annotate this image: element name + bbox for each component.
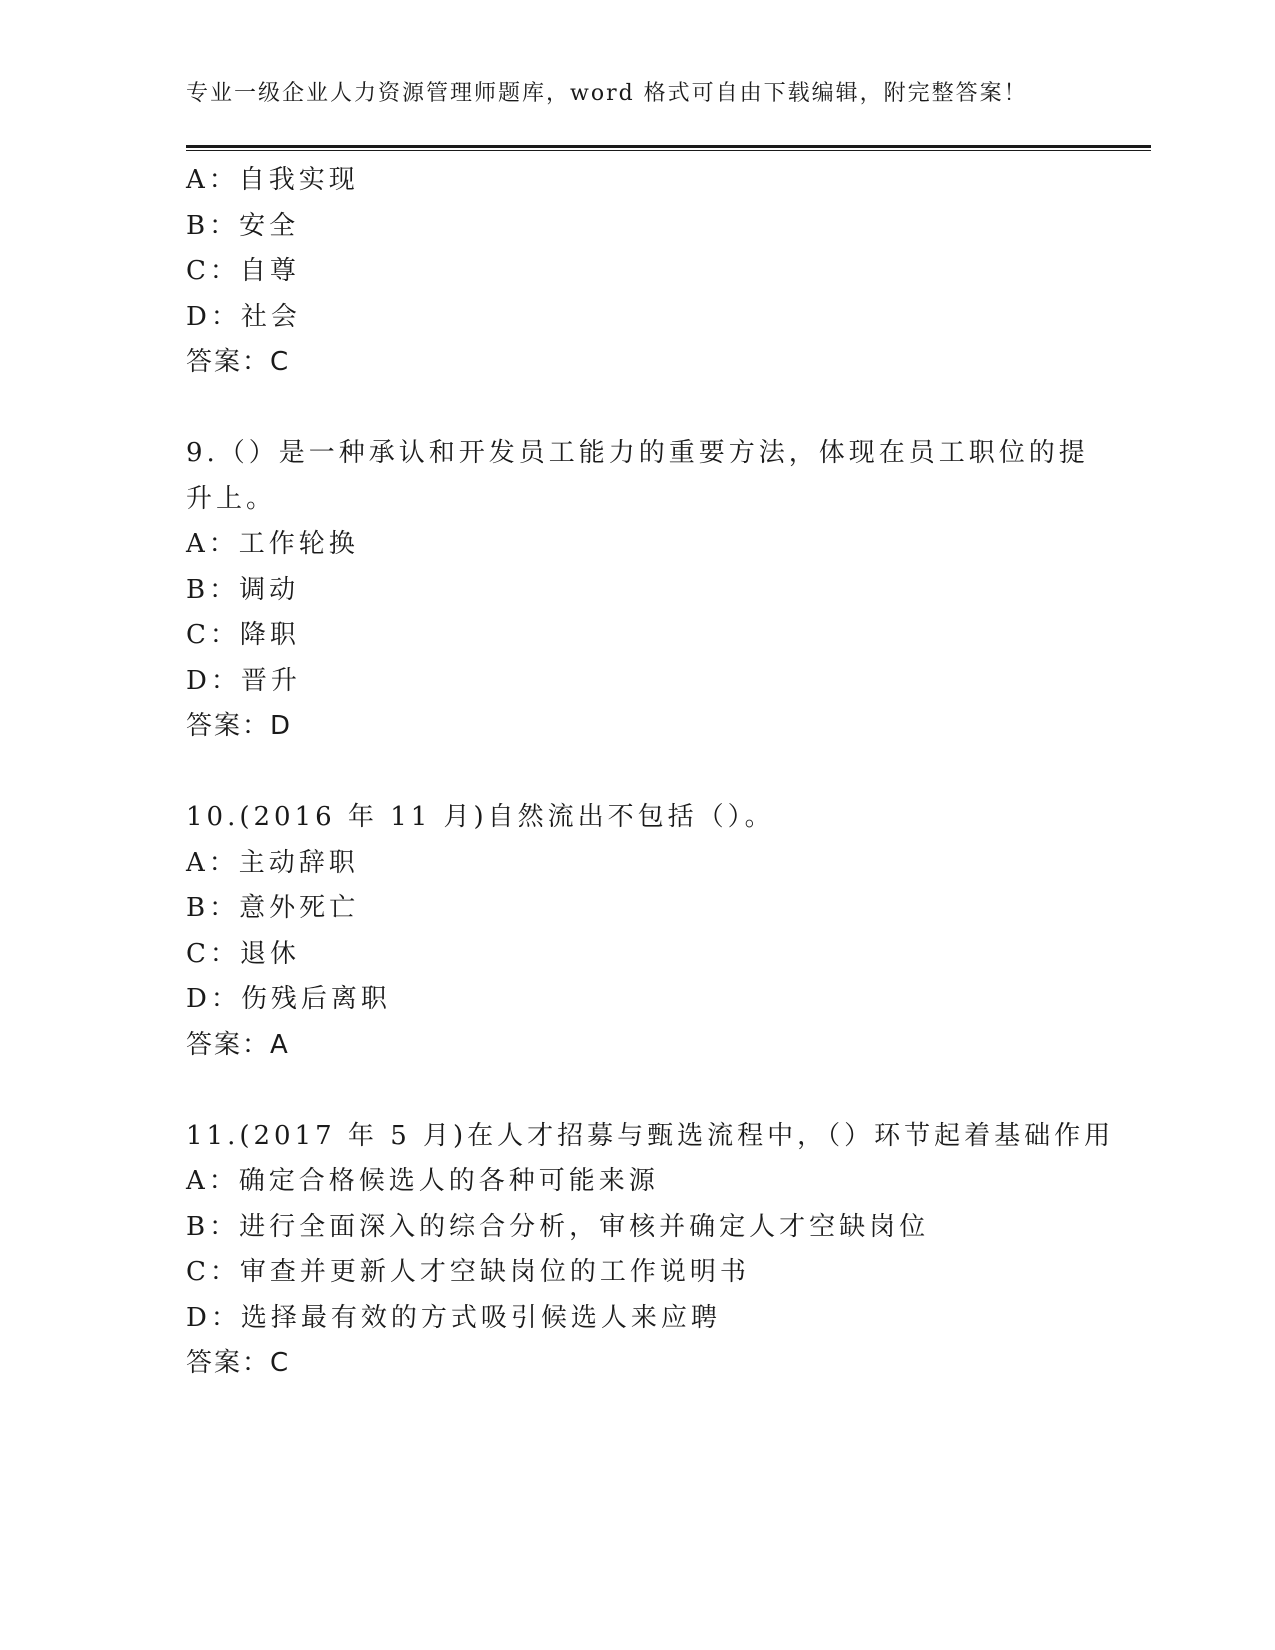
question-block [186,795,1086,1068]
option-a: A：自我实现 [186,165,359,195]
question-list [186,158,1115,1387]
option-d: D：社会 [186,301,301,332]
option-d: D：伤残后离职 [186,984,391,1014]
option-b: B：安全 [186,210,300,241]
page-header-title: 专业一级企业人力资源管理师题库，word 格式可自由下载编辑，附完整答案！ [186,81,1028,106]
question-text: 9.（）是一种承认和开发员工能力的重要方法，体现在员工职位的提 [186,438,1089,468]
answer-line: 答案：A [186,1029,290,1060]
option-d: D：选择最有效的方式吸引候选人来应聘 [186,1302,721,1333]
question-block [186,158,1086,386]
question-block [186,431,1089,750]
option-a: A：工作轮换 [186,529,359,559]
answer-line: 答案：C [186,1348,291,1378]
answer-line: 答案：C [186,347,291,377]
option-c: C：审查并更新人才空缺岗位的工作说明书 [186,1257,750,1287]
option-d: D：晋升 [186,665,301,696]
option-b: B：进行全面深入的综合分析，审核并确定人才空缺岗位 [186,1211,930,1242]
question-text: 10.(2016 年 11 月)自然流出不包括（）。 [186,802,775,832]
option-b: B：调动 [186,574,300,605]
option-c: C：自尊 [186,256,300,286]
question-block [186,1114,1115,1387]
header-divider-thin [186,150,1151,151]
answer-line: 答案：D [186,711,293,741]
header-divider-thick [186,145,1151,148]
option-c: C：降职 [186,620,300,650]
option-a: A：主动辞职 [186,847,359,878]
question-text: 11.(2017 年 5 月)在人才招募与甄选流程中，（）环节起着基础作用 [186,1120,1115,1151]
option-b: B：意外死亡 [186,893,360,923]
question-text-continued: 升上。 [186,483,277,514]
option-a: A：确定合格候选人的各种可能来源 [186,1166,659,1196]
option-c: C：退休 [186,938,300,969]
